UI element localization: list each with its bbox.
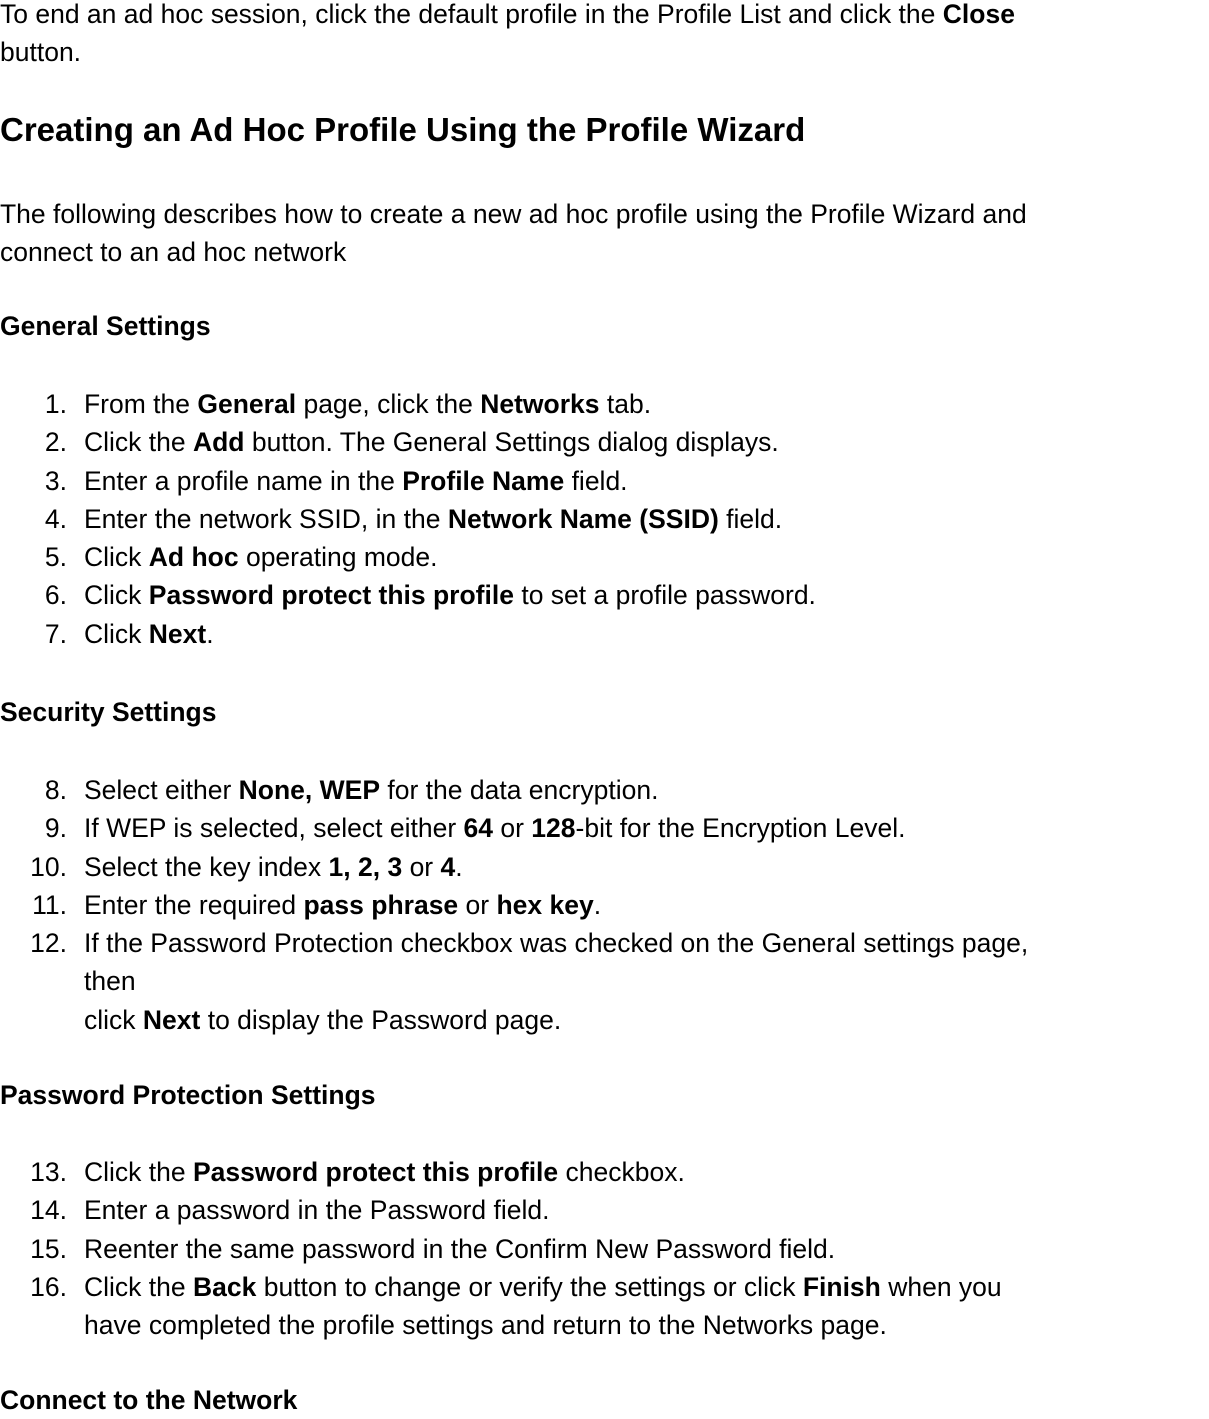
step-number: 10. [30,851,67,882]
step-number: 6. [44,580,67,611]
general-steps-list [0,385,1209,653]
step-number: 8. [44,775,67,805]
bold-term: Ad hoc [148,542,239,573]
section-heading-connect: Connect to the Network [0,1385,298,1415]
list-item [0,886,1209,924]
text-segment: -bit for the Encryption Level. [575,813,906,844]
text-segment: Enter a profile name in the [84,465,403,496]
text-segment: Click [84,580,149,611]
text-segment: or [493,813,532,844]
bold-term: Add [192,427,245,458]
text-segment: tab. [599,389,652,419]
list-item [0,809,1209,847]
bold-term: 128 [531,813,576,844]
list-item [0,1191,1209,1229]
bold-term: 4 [440,851,456,882]
text-segment: Enter the required [84,889,304,920]
text-segment: when you have completed the profile settings and return to the Networks page. [84,1271,1002,1341]
bold-term: Finish [802,1271,881,1302]
list-item [0,848,1209,886]
text-segment: checkbox. [558,1157,685,1187]
step-number: 11. [32,889,67,920]
bold-term: Networks [480,389,600,419]
bold-term: Profile Name [402,465,565,496]
list-item [0,385,1209,423]
text-segment: . [593,889,602,920]
bold-term: Back [192,1271,257,1302]
list-item [0,462,1209,500]
list-item [0,1230,1209,1268]
text-segment: Click the [84,1157,193,1187]
bold-term: None, WEP [238,775,381,805]
text-segment: for the data encryption. [380,775,659,805]
list-item [0,500,1209,538]
text-segment: Click the [84,1271,193,1302]
step-number: 16. [30,1271,67,1302]
text-segment: If WEP is selected, select either [84,813,464,844]
text-segment: or [402,851,441,882]
list-item [0,423,1209,461]
bold-term: Network Name (SSID) [447,503,719,534]
step-number: 13. [30,1157,67,1187]
step-number: 3. [44,465,67,496]
text-segment: From the [84,389,198,419]
section-heading-security: Security Settings [0,697,217,727]
text-segment: To end an ad hoc session, click the default profile in the Profile List and click the [0,0,943,29]
list-item [0,538,1209,576]
text-segment: Select either [84,775,239,805]
bold-term: hex key [496,889,594,920]
step-number: 7. [44,618,67,649]
text-segment: . [206,618,214,649]
page-title: Creating an Ad Hoc Profile Using the Profile Wizard [0,111,806,148]
bold-term: Next [148,618,207,649]
intro-paragraph [0,0,1015,71]
text-segment: page, click the [296,389,481,419]
text-segment: Select the key index [84,851,329,882]
text-segment: field. [564,465,628,496]
list-item [0,771,1209,809]
bold-term: Next [142,1004,201,1035]
step-number: 1. [44,389,67,419]
description-paragraph: The following describes how to create a new ad hoc profile using the Profile Wizard and connect to an ad hoc network [0,199,1027,267]
bold-term: Close [942,0,1015,29]
step-number: 12. [30,928,67,959]
bold-term: 1, 2, 3 [328,851,403,882]
list-item [0,924,1209,1039]
step-number: 5. [44,542,67,573]
step-number: 4. [44,503,67,534]
list-item [0,1268,1209,1345]
text-segment: to display the Password page. [200,1004,562,1035]
text-segment: Enter the network SSID, in the [84,503,448,534]
text-segment: button. The General Settings dialog displays. [244,427,779,458]
list-item [0,576,1209,614]
section-heading-general: General Settings [0,311,211,341]
security-steps-list [0,771,1209,1039]
text-segment: Enter a password in the Password field. [84,1195,550,1226]
bold-term: General [197,389,297,419]
list-item [0,615,1209,653]
text-segment: button to change or verify the settings or click [256,1271,803,1302]
text-segment: Reenter the same password in the Confirm New Password field. [84,1233,836,1264]
bold-term: Password protect this profile [148,580,514,611]
bold-term: Password protect this profile [192,1157,559,1187]
section-heading-password: Password Protection Settings [0,1080,376,1110]
text-segment: operating mode. [238,542,438,573]
text-segment: button. [0,37,82,67]
text-segment: . [455,851,463,882]
bold-term: 64 [463,813,493,844]
text-segment: field. [718,503,783,534]
text-segment: If the Password Protection checkbox was checked on the General settings page, then click [84,928,1029,1035]
step-number: 9. [44,813,67,844]
step-number: 14. [30,1195,67,1226]
text-segment: Click the [84,427,193,458]
step-number: 2. [44,427,67,458]
text-segment: to set a profile password. [513,580,816,611]
text-segment: or [458,889,497,920]
text-segment: Click [84,618,149,649]
list-item [0,1153,1209,1191]
bold-term: pass phrase [303,889,459,920]
password-steps-list [0,1153,1209,1344]
text-segment: Click [84,542,149,573]
step-number: 15. [30,1233,67,1264]
